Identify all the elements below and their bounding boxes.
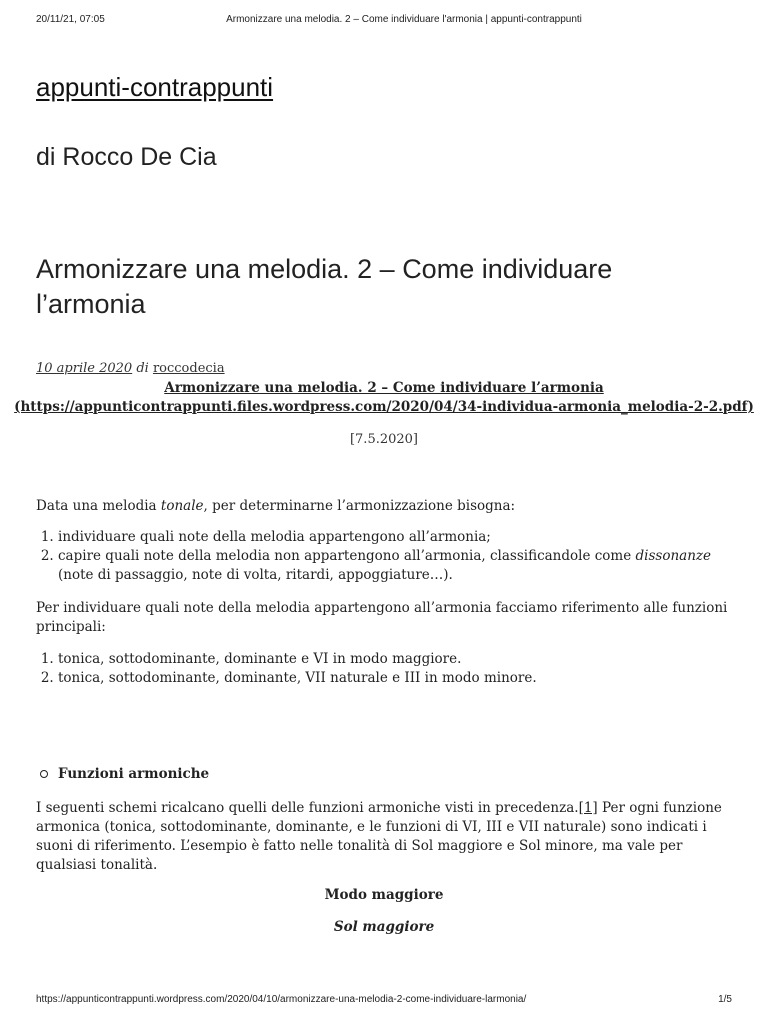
steps-list bbox=[36, 528, 748, 585]
post-author-link[interactable]: roccodecia bbox=[152, 361, 225, 376]
print-page-number: 1/5 bbox=[718, 994, 732, 1005]
intro-em: tonale bbox=[160, 498, 204, 514]
site-description: di Rocco De Cia bbox=[36, 143, 217, 171]
list-item: 1. individuare quali note della melodia appartengono all’armonia; bbox=[58, 528, 748, 547]
functions-intro: Per individuare quali note della melodia appartengono all’armonia facciamo riferimento alle funzioni principali: bbox=[36, 600, 728, 635]
section-heading: Funzioni armoniche bbox=[40, 766, 209, 782]
list-item: 1. tonica, sottodominante, dominante e VI in modo maggiore. bbox=[58, 650, 748, 669]
functions-list bbox=[36, 650, 748, 688]
pdf-link-url[interactable]: (https://appunticontrappunti.files.wordpress.com/2020/04/34-individua-armonia_melodia-2-2.pdf) bbox=[14, 399, 754, 415]
post-by: di bbox=[136, 361, 149, 376]
post-date-link[interactable]: 10 aprile 2020 bbox=[36, 361, 133, 376]
key-heading: Sol maggiore bbox=[333, 919, 435, 935]
circle-bullet-icon bbox=[40, 770, 48, 778]
site-title-link[interactable]: appunti-contrappunti bbox=[36, 72, 274, 102]
mode-heading: Modo maggiore bbox=[324, 887, 444, 903]
intro-paragraph: Data una melodia tonale, per determinarne l’armonizzazione bisogna: bbox=[36, 498, 516, 514]
revision-date: [7.5.2020] bbox=[349, 432, 419, 447]
schemes-paragraph: I seguenti schemi ricalcano quelli delle funzioni armoniche visti in precedenza.[1] Per ogni funzione armonica (tonica, sottodominante, dominante, e le funzioni di VI, III e VII naturale) sono indicati i suoni di riferimento. L’esempio è fatto nelle tonalità di Sol maggiore e Sol minore, ma vale per qualsiasi tonalità. bbox=[36, 800, 722, 873]
print-url: https://appunticontrappunti.wordpress.com/2020/04/10/armonizzare-una-melodia-2-come-individuare-larmonia/ bbox=[36, 994, 527, 1005]
post-meta bbox=[36, 361, 225, 376]
pdf-link-title[interactable]: Armonizzare una melodia. 2 – Come individuare l’armonia bbox=[164, 380, 604, 396]
list-item: 2. capire quali note della melodia non appartengono all’armonia, classificandole come dissonanze (note di passaggio, note di volta, ritardi, appoggiature…). bbox=[58, 547, 748, 585]
footnote-link[interactable]: [1] bbox=[578, 800, 598, 816]
post-title: Armonizzare una melodia. 2 – Come individuare l’armonia bbox=[36, 254, 613, 319]
print-page-title: Armonizzare una melodia. 2 – Come individuare l'armonia | appunti-contrappunti bbox=[226, 14, 582, 25]
print-datetime: 20/11/21, 07:05 bbox=[36, 14, 105, 25]
list-item: 2. tonica, sottodominante, dominante, VII naturale e III in modo minore. bbox=[58, 669, 748, 688]
